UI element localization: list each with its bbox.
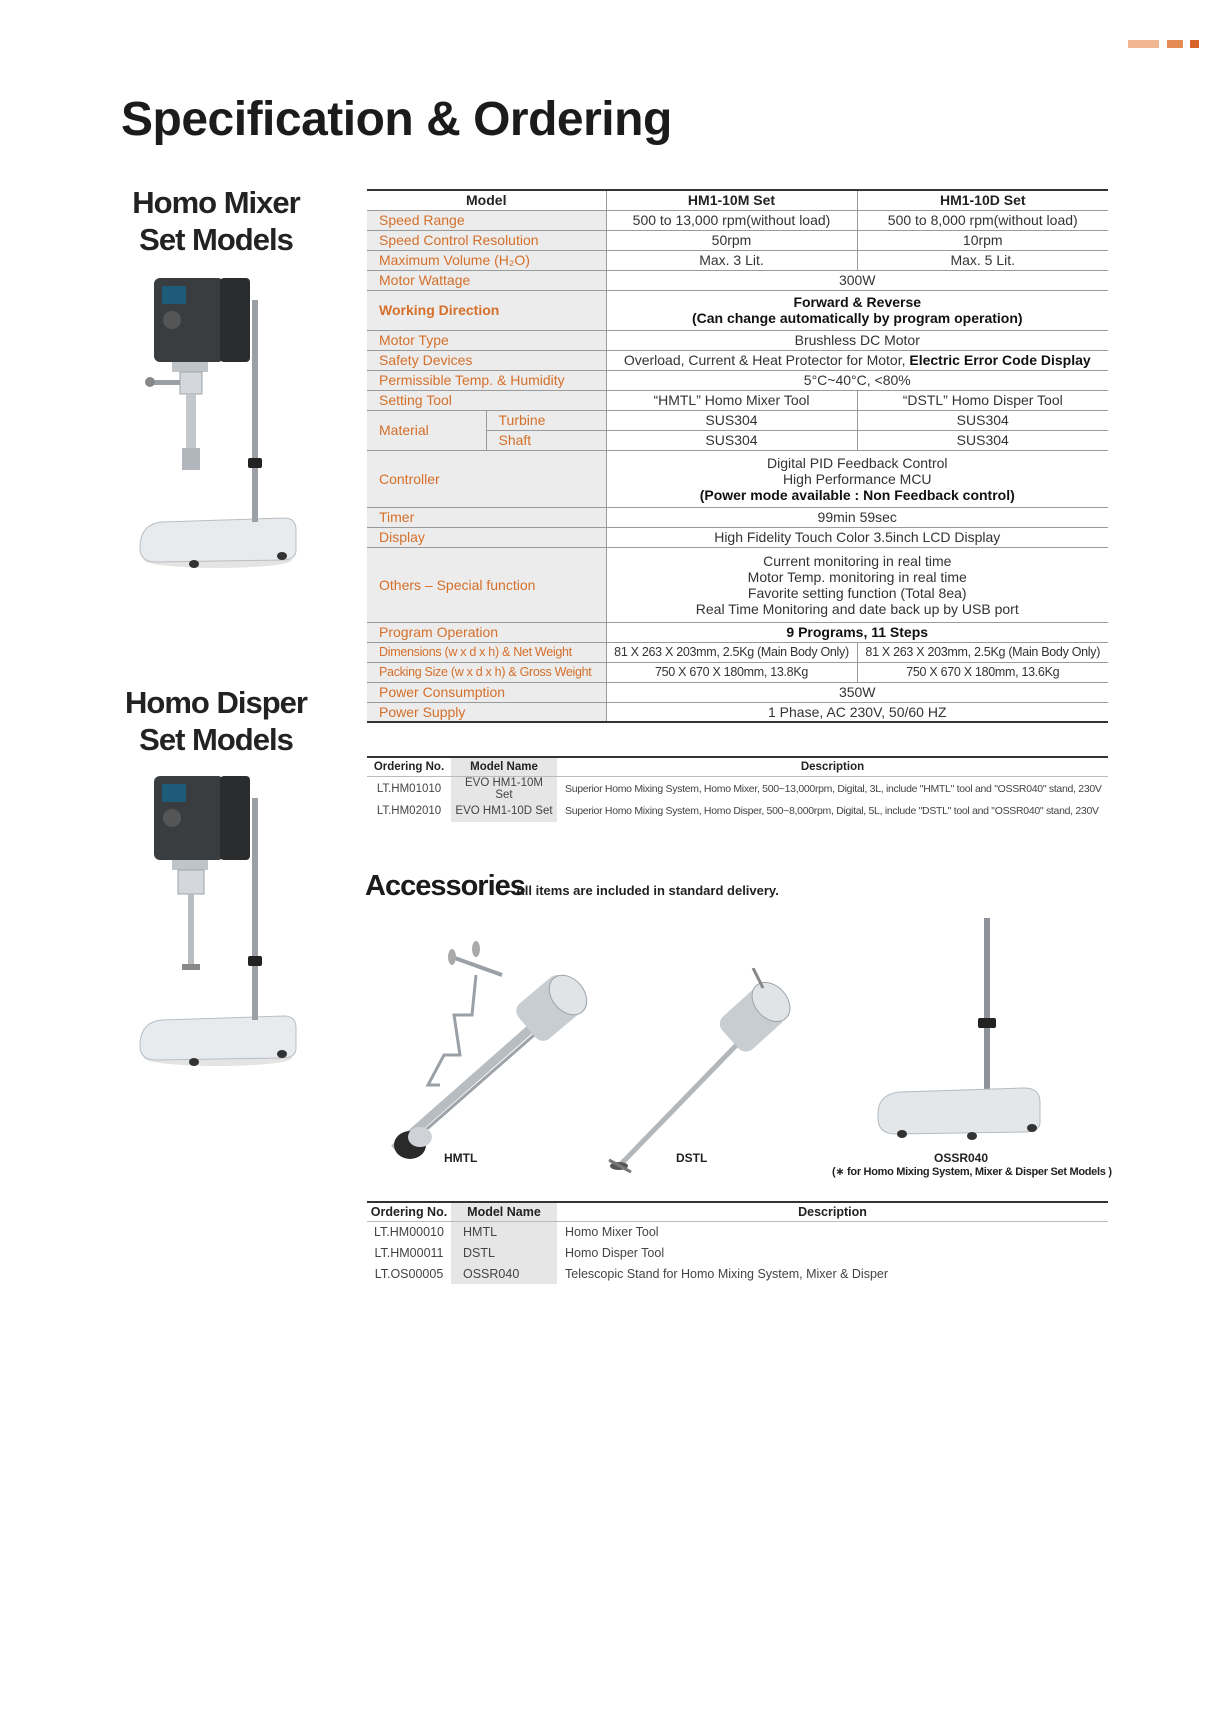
table-row: [367, 1263, 1108, 1284]
controller-line1: Digital PID Feedback Control: [766, 454, 948, 471]
spec-value: 9 Programs, 11 Steps: [606, 622, 1108, 642]
spec-row-dimensions: [367, 642, 1108, 662]
spec-label: Timer: [367, 507, 606, 527]
hmtl-caption: HMTL: [444, 1151, 478, 1165]
header-decor-bar-1: [1128, 40, 1159, 48]
spec-label: Packing Size (w x d x h) & Gross Weight: [367, 662, 606, 682]
spec-value: [606, 290, 1108, 330]
others-line4: Real Time Monitoring and date back up by USB port: [695, 600, 1019, 617]
hmtl-tool-photo: [380, 935, 610, 1175]
model-name: OSSR040: [451, 1263, 557, 1284]
spec-label: Setting Tool: [367, 390, 606, 410]
spec-header-hm1-10d: HM1-10D Set: [857, 190, 1108, 210]
header-decor-bar-3: [1190, 40, 1199, 48]
description: Telescopic Stand for Homo Mixing System, Mixer & Disper: [565, 1266, 889, 1281]
spec-value: Brushless DC Motor: [606, 330, 1108, 350]
spec-value: 50rpm: [606, 230, 857, 250]
spec-sublabel: Shaft: [486, 430, 606, 450]
others-line1: Current monitoring in real time: [763, 552, 952, 569]
spec-label: Power Supply: [367, 702, 606, 722]
spec-value: 350W: [606, 682, 1108, 702]
spec-label: Program Operation: [367, 622, 606, 642]
table-row: [367, 801, 1108, 822]
spec-header-hm1-10m: HM1-10M Set: [606, 190, 857, 210]
spec-value: “HMTL” Homo Mixer Tool: [606, 390, 857, 410]
ordering-header-no: Ordering No.: [367, 1202, 451, 1221]
spec-value: SUS304: [857, 410, 1108, 430]
description: Superior Homo Mixing System, Homo Disper, 500~8,000rpm, Digital, 5L, include "DSTL" tool and "OSSR040" stand, 230V: [565, 805, 1099, 817]
spec-header-row: [367, 190, 1108, 210]
ordering-header-desc: Description: [557, 1202, 1108, 1221]
spec-value: 500 to 13,000 rpm(without load): [606, 210, 857, 230]
ordering-header-name: Model Name: [451, 1202, 557, 1221]
spec-value: Max. 3 Lit.: [606, 250, 857, 270]
spec-value: 81 X 263 X 203mm, 2.5Kg (Main Body Only): [857, 642, 1108, 662]
ossr040-stand-photo: [872, 918, 1048, 1140]
spec-row-speed-range: [367, 210, 1108, 230]
disper-heading-line2: Set Models: [139, 722, 293, 757]
direction-line1: Forward & Reverse: [793, 294, 922, 310]
spec-label: Motor Type: [367, 330, 606, 350]
spec-label: Power Consumption: [367, 682, 606, 702]
table-row: [367, 1221, 1108, 1242]
homo-disper-photo: [132, 766, 304, 1076]
safety-bold-text: Electric Error Code Display: [909, 352, 1091, 368]
description: Superior Homo Mixing System, Homo Mixer, 500~13,000rpm, Digital, 3L, include "HMTL" tool and "OSSR040" stand, 230V: [565, 782, 1102, 795]
spec-label: Permissible Temp. & Humidity: [367, 370, 606, 390]
spec-row-resolution: [367, 230, 1108, 250]
model-name: EVO HM1-10D Set: [451, 801, 557, 822]
mixer-heading-line2: Set Models: [139, 222, 293, 257]
spec-label: Speed Control Resolution: [367, 230, 606, 250]
spec-value: 300W: [606, 270, 1108, 290]
ordering-header-desc: Description: [557, 757, 1108, 776]
spec-value: “DSTL” Homo Disper Tool: [857, 390, 1108, 410]
spec-label: Maximum Volume (H₂O): [367, 250, 606, 270]
ordering-header-no: Ordering No.: [367, 757, 451, 776]
model-name: HMTL: [451, 1221, 557, 1242]
spec-value: 750 X 670 X 180mm, 13.6Kg: [857, 662, 1108, 682]
controller-line2: High Performance MCU: [782, 470, 932, 487]
ordering-no: LT.OS00005: [374, 1266, 444, 1281]
others-line2: Motor Temp. monitoring in real time: [747, 568, 967, 585]
spec-row-direction: [367, 290, 1108, 330]
dstl-tool-photo: [603, 968, 821, 1178]
spec-row-program: [367, 622, 1108, 642]
spec-value: [606, 547, 1108, 622]
ordering-header-name: Model Name: [451, 757, 557, 776]
spec-row-display: [367, 527, 1108, 547]
spec-value: 81 X 263 X 203mm, 2.5Kg (Main Body Only): [606, 642, 857, 662]
homo-mixer-photo: [132, 268, 304, 578]
spec-row-material-turbine: [367, 410, 1108, 430]
ordering-header-row: [367, 1202, 1108, 1221]
spec-value: 10rpm: [857, 230, 1108, 250]
table-row: [367, 776, 1108, 801]
spec-label: Safety Devices: [367, 350, 606, 370]
spec-label: Working Direction: [367, 290, 606, 330]
spec-sublabel: Turbine: [486, 410, 606, 430]
model-name: DSTL: [451, 1242, 557, 1263]
spec-label: Motor Wattage: [367, 270, 606, 290]
spec-value: 5°C~40°C, <80%: [606, 370, 1108, 390]
mixer-heading-line1: Homo Mixer: [132, 185, 300, 220]
spec-label: Speed Range: [367, 210, 606, 230]
model-name: EVO HM1-10M Set: [451, 776, 557, 801]
spec-label: Others – Special function: [367, 547, 606, 622]
safety-text: Overload, Current & Heat Protector for Motor,: [623, 352, 910, 368]
others-line3: Favorite setting function (Total 8ea): [747, 584, 967, 601]
spec-row-volume: [367, 250, 1108, 270]
accessories-subtitle: – All items are included in standard delivery.: [505, 883, 779, 898]
spec-row-motor-type: [367, 330, 1108, 350]
ordering-no: LT.HM00011: [374, 1245, 444, 1260]
ordering-table-sets: [367, 756, 1108, 822]
spec-value: [606, 350, 1108, 370]
spec-value: Max. 5 Lit.: [857, 250, 1108, 270]
spec-value: 99min 59sec: [606, 507, 1108, 527]
spec-row-consumption: [367, 682, 1108, 702]
spec-value: [606, 450, 1108, 507]
spec-row-others: [367, 547, 1108, 622]
table-row: [367, 1242, 1108, 1263]
header-decor-bar-2: [1167, 40, 1183, 48]
specification-table: [367, 189, 1108, 723]
spec-value: SUS304: [857, 430, 1108, 450]
spec-row-safety: [367, 350, 1108, 370]
spec-value: SUS304: [606, 430, 857, 450]
ordering-table-accessories: [367, 1201, 1108, 1284]
spec-label: Display: [367, 527, 606, 547]
ordering-no: LT.HM01010: [376, 782, 442, 795]
ordering-header-row: [367, 757, 1108, 776]
spec-value: 500 to 8,000 rpm(without load): [857, 210, 1108, 230]
description: Homo Mixer Tool: [565, 1224, 659, 1239]
accessories-title: Accessories: [365, 870, 525, 902]
spec-header-model: Model: [367, 190, 606, 210]
spec-value: High Fidelity Touch Color 3.5inch LCD Display: [606, 527, 1108, 547]
spec-row-controller: [367, 450, 1108, 507]
description: Homo Disper Tool: [565, 1245, 665, 1260]
spec-label: Controller: [367, 450, 606, 507]
spec-row-packing: [367, 662, 1108, 682]
spec-value: 1 Phase, AC 230V, 50/60 HZ: [606, 702, 1108, 722]
ordering-no: LT.HM00010: [374, 1224, 444, 1239]
spec-row-tool: [367, 390, 1108, 410]
ossr040-caption: OSSR040: [934, 1151, 989, 1165]
direction-line2: (Can change automatically by program operation): [691, 310, 1023, 326]
disper-set-heading: [116, 684, 316, 758]
spec-row-timer: [367, 507, 1108, 527]
ordering-no: LT.HM02010: [376, 805, 442, 817]
mixer-set-heading: [116, 184, 316, 258]
spec-value: SUS304: [606, 410, 857, 430]
spec-row-wattage: [367, 270, 1108, 290]
dstl-caption: DSTL: [676, 1151, 708, 1165]
disper-heading-line1: Homo Disper: [125, 685, 307, 720]
spec-label: Dimensions (w x d x h) & Net Weight: [367, 642, 606, 662]
spec-value: 750 X 670 X 180mm, 13.8Kg: [606, 662, 857, 682]
ossr040-note: (∗ for Homo Mixing System, Mixer & Disper Set Models ): [832, 1166, 1112, 1178]
page-title: Specification & Ordering: [121, 93, 672, 146]
spec-row-supply: [367, 702, 1108, 722]
controller-line3: (Power mode available : Non Feedback control): [699, 486, 1015, 503]
spec-label: Material: [367, 410, 486, 450]
spec-row-temp: [367, 370, 1108, 390]
